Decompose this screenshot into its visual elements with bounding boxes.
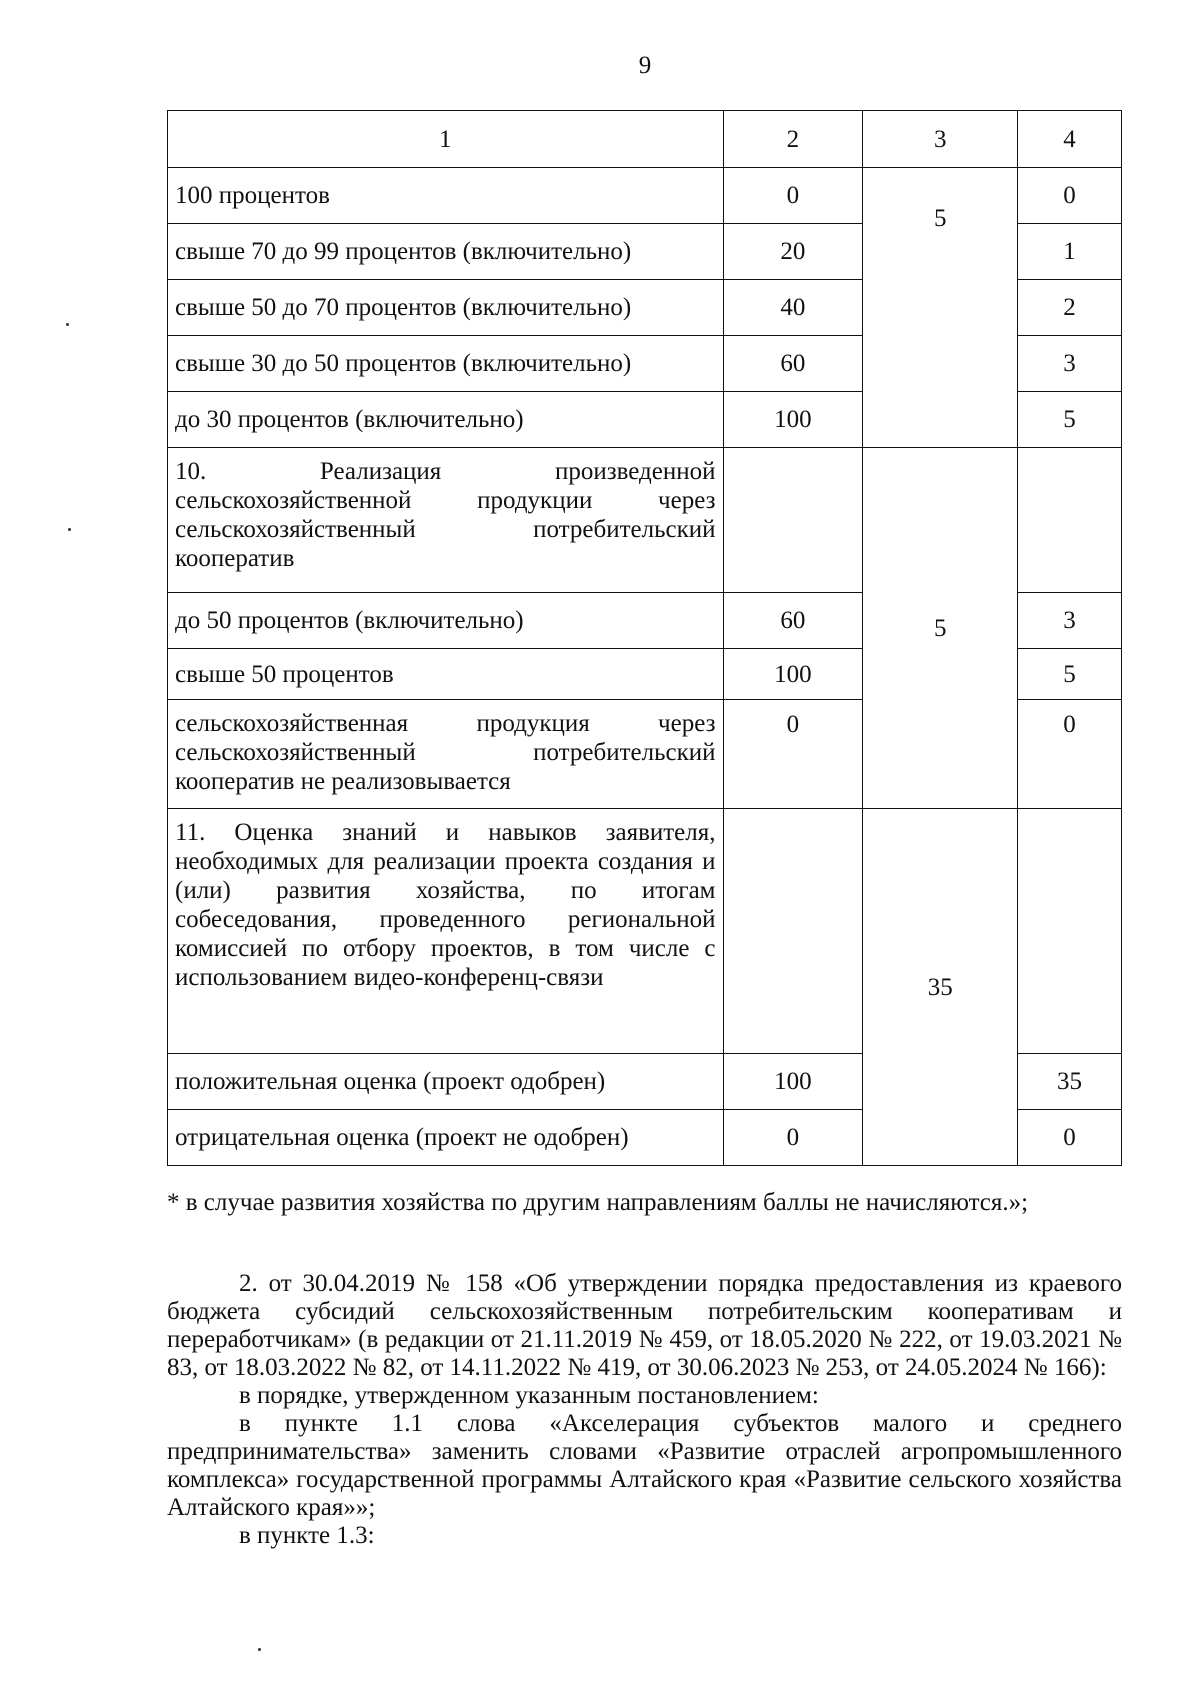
empty-cell — [723, 809, 863, 1054]
criterion-score: 0 — [1018, 168, 1122, 224]
table-row — [168, 168, 1122, 224]
criterion-value: 100 — [723, 1054, 863, 1110]
table-header-row — [168, 111, 1122, 168]
criterion-score: 5 — [1018, 392, 1122, 448]
criterion-weight: 5 — [863, 448, 1018, 809]
empty-cell — [1018, 448, 1122, 593]
criterion-score: 3 — [1018, 336, 1122, 392]
criterion-label: сельскохозяйственная продукция через сельскохозяйственный потребительский кооператив не реализовывается — [168, 700, 724, 809]
criteria-score-table — [167, 110, 1122, 1166]
criterion-value: 0 — [723, 700, 863, 809]
header-cell: 4 — [1018, 111, 1122, 168]
criterion-weight: 5 — [863, 168, 1018, 448]
empty-cell — [1018, 809, 1122, 1054]
criterion-title: 10. Реализация произведенной сельскохозяйственной продукции через сельскохозяйственный потребительский кооператив — [168, 448, 724, 593]
criterion-score: 0 — [1018, 1110, 1122, 1166]
table-footnote: * в случае развития хозяйства по другим направлениям баллы не начисляются.»; — [167, 1189, 1029, 1216]
criterion-value: 100 — [723, 649, 863, 700]
criterion-score: 1 — [1018, 224, 1122, 280]
criterion-label: свыше 30 до 50 процентов (включительно) — [168, 336, 724, 392]
paragraph: в пункте 1.1 слова «Акселерация субъектов малого и среднего предпринимательства» заменить словами «Развитие отраслей агропромышленного комплекса» государственной программы Алтайского края «Развитие сельского хозяйства Алтайского края»»; — [167, 1410, 1122, 1521]
header-cell: 1 — [168, 111, 724, 168]
criterion-score: 2 — [1018, 280, 1122, 336]
criterion-label: свыше 70 до 99 процентов (включительно) — [168, 224, 724, 280]
criterion-label: свыше 50 процентов — [168, 649, 724, 700]
criterion-value: 60 — [723, 593, 863, 649]
table-row-section-title — [168, 448, 1122, 593]
criterion-label: свыше 50 до 70 процентов (включительно) — [168, 280, 724, 336]
criterion-label: до 30 процентов (включительно) — [168, 392, 724, 448]
paragraph: 2. от 30.04.2019 № 158 «Об утверждении порядка предоставления из краевого бюджета субсидий сельскохозяйственным потребительским кооперативам и переработчикам» (в редакции от 21.11.2019 № 459, от 18.05.2020 № 222, от 19.03.2021 № 83, от 18.03.2022 № 82, от 14.11.2022 № 419, от 30.06.2023 № 253, от 24.05.2024 № 166): — [167, 1270, 1122, 1381]
criterion-value: 20 — [723, 224, 863, 280]
criterion-score: 0 — [1018, 700, 1122, 809]
criterion-value: 60 — [723, 336, 863, 392]
empty-cell — [723, 448, 863, 593]
table-row-section-title — [168, 809, 1122, 1054]
criterion-weight: 35 — [863, 809, 1018, 1166]
criterion-label: до 50 процентов (включительно) — [168, 593, 724, 649]
criterion-value: 0 — [723, 168, 863, 224]
paragraph: в пункте 1.3: — [239, 1522, 375, 1549]
criterion-label: 100 процентов — [168, 168, 724, 224]
criterion-label: отрицательная оценка (проект не одобрен) — [168, 1110, 724, 1166]
criterion-score: 5 — [1018, 649, 1122, 700]
scan-speck — [258, 1648, 261, 1651]
scan-speck — [68, 528, 71, 531]
criterion-label: положительная оценка (проект одобрен) — [168, 1054, 724, 1110]
criterion-title: 11. Оценка знаний и навыков заявителя, необходимых для реализации проекта создания и (или) развития хозяйства, по итогам собеседования, проведенного региональной комиссией по отбору проектов, в том числе с использованием видео-конференц-связи — [168, 809, 724, 1054]
criterion-score: 35 — [1018, 1054, 1122, 1110]
scan-speck — [66, 323, 69, 326]
header-cell: 3 — [863, 111, 1018, 168]
criterion-score: 3 — [1018, 593, 1122, 649]
document-body — [167, 1270, 1122, 1550]
criterion-value: 40 — [723, 280, 863, 336]
page-number: 9 — [638, 52, 652, 79]
criterion-value: 0 — [723, 1110, 863, 1166]
criterion-value: 100 — [723, 392, 863, 448]
header-cell: 2 — [723, 111, 863, 168]
paragraph: в порядке, утвержденном указанным постановлением: — [239, 1382, 819, 1409]
